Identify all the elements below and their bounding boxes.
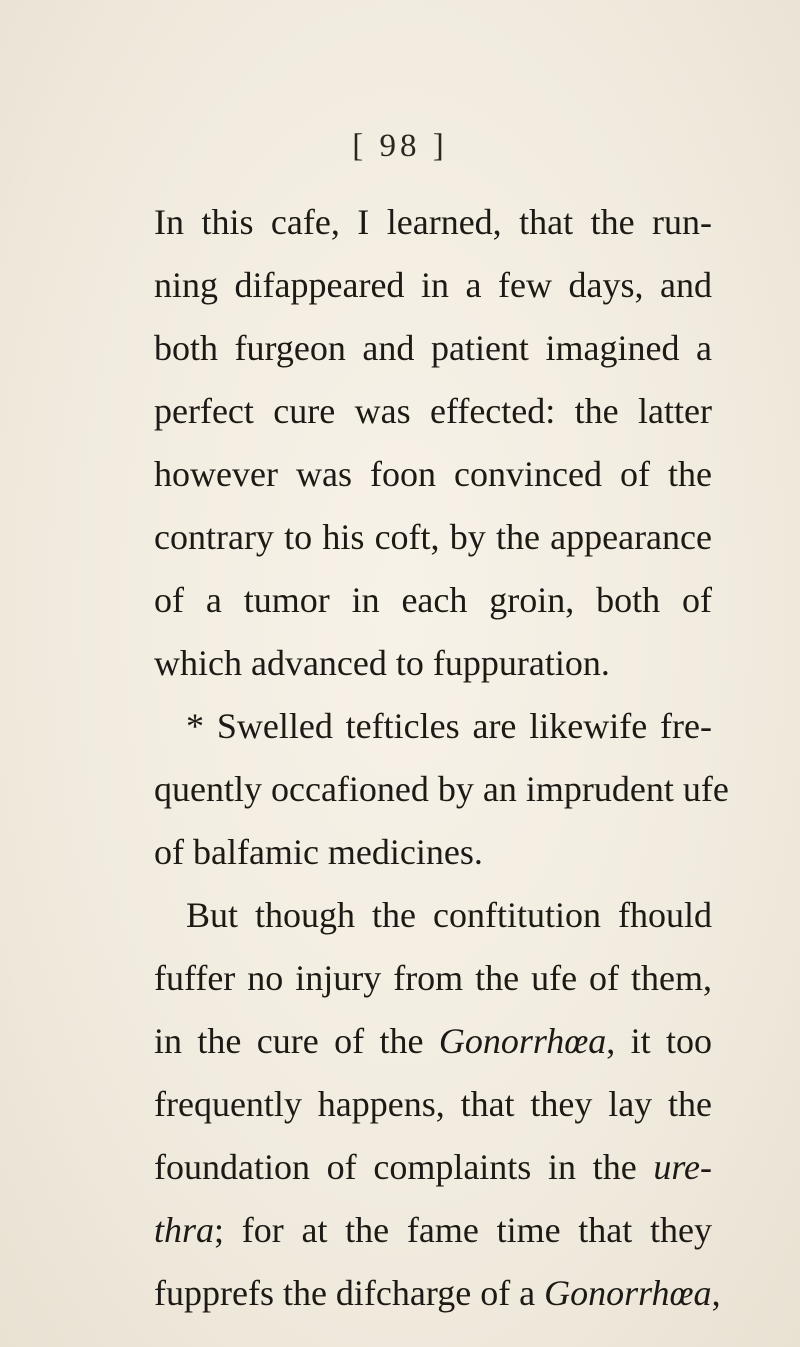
page-number-header: [ 98 ]: [352, 128, 448, 164]
italic-term: Gonorrhœa: [544, 1273, 712, 1313]
text-line: * Swelled tefticles are likewife fre-: [186, 706, 712, 746]
text-line: [154, 1145, 712, 1189]
text-line: frequently happens, that they lay the: [154, 1084, 712, 1124]
text-line: of balfamic medicines.: [154, 832, 483, 872]
text-segment: in the cure of the: [154, 1021, 424, 1061]
text-segment: foundation of complaints in the: [154, 1147, 637, 1187]
text-line: both furgeon and patient imagined a: [154, 328, 712, 368]
text-line: perfect cure was effected: the latter: [154, 391, 712, 431]
text-line: fuffer no injury from the ufe of them,: [154, 958, 712, 998]
text-line: however was foon convinced of the: [154, 454, 712, 494]
text-line: But though the conftitution fhould: [186, 895, 712, 935]
text-line: In this cafe, I learned, that the run-: [154, 202, 712, 242]
text-line: contrary to his coft, by the appearance: [154, 517, 712, 557]
text-line: which advanced to fuppuration.: [154, 643, 610, 683]
text-segment: ,: [711, 1273, 721, 1313]
italic-term: Gonorrhœa: [438, 1021, 607, 1061]
text-segment: , it too: [606, 1021, 712, 1061]
text-segment: fupprefs the difcharge of a: [154, 1273, 536, 1313]
text-line: quently occafioned by an imprudent ufe: [154, 769, 729, 809]
text-segment: ; for at the fame time that they: [214, 1210, 712, 1250]
text-line: [154, 1019, 712, 1063]
text-line: [154, 1271, 721, 1315]
text-line: ning difappeared in a few days, and: [154, 265, 712, 305]
text-line: of a tumor in each groin, both of: [154, 580, 712, 620]
text-line: [154, 1208, 712, 1252]
italic-term: thra: [154, 1210, 215, 1250]
italic-term: ure-: [653, 1147, 712, 1187]
